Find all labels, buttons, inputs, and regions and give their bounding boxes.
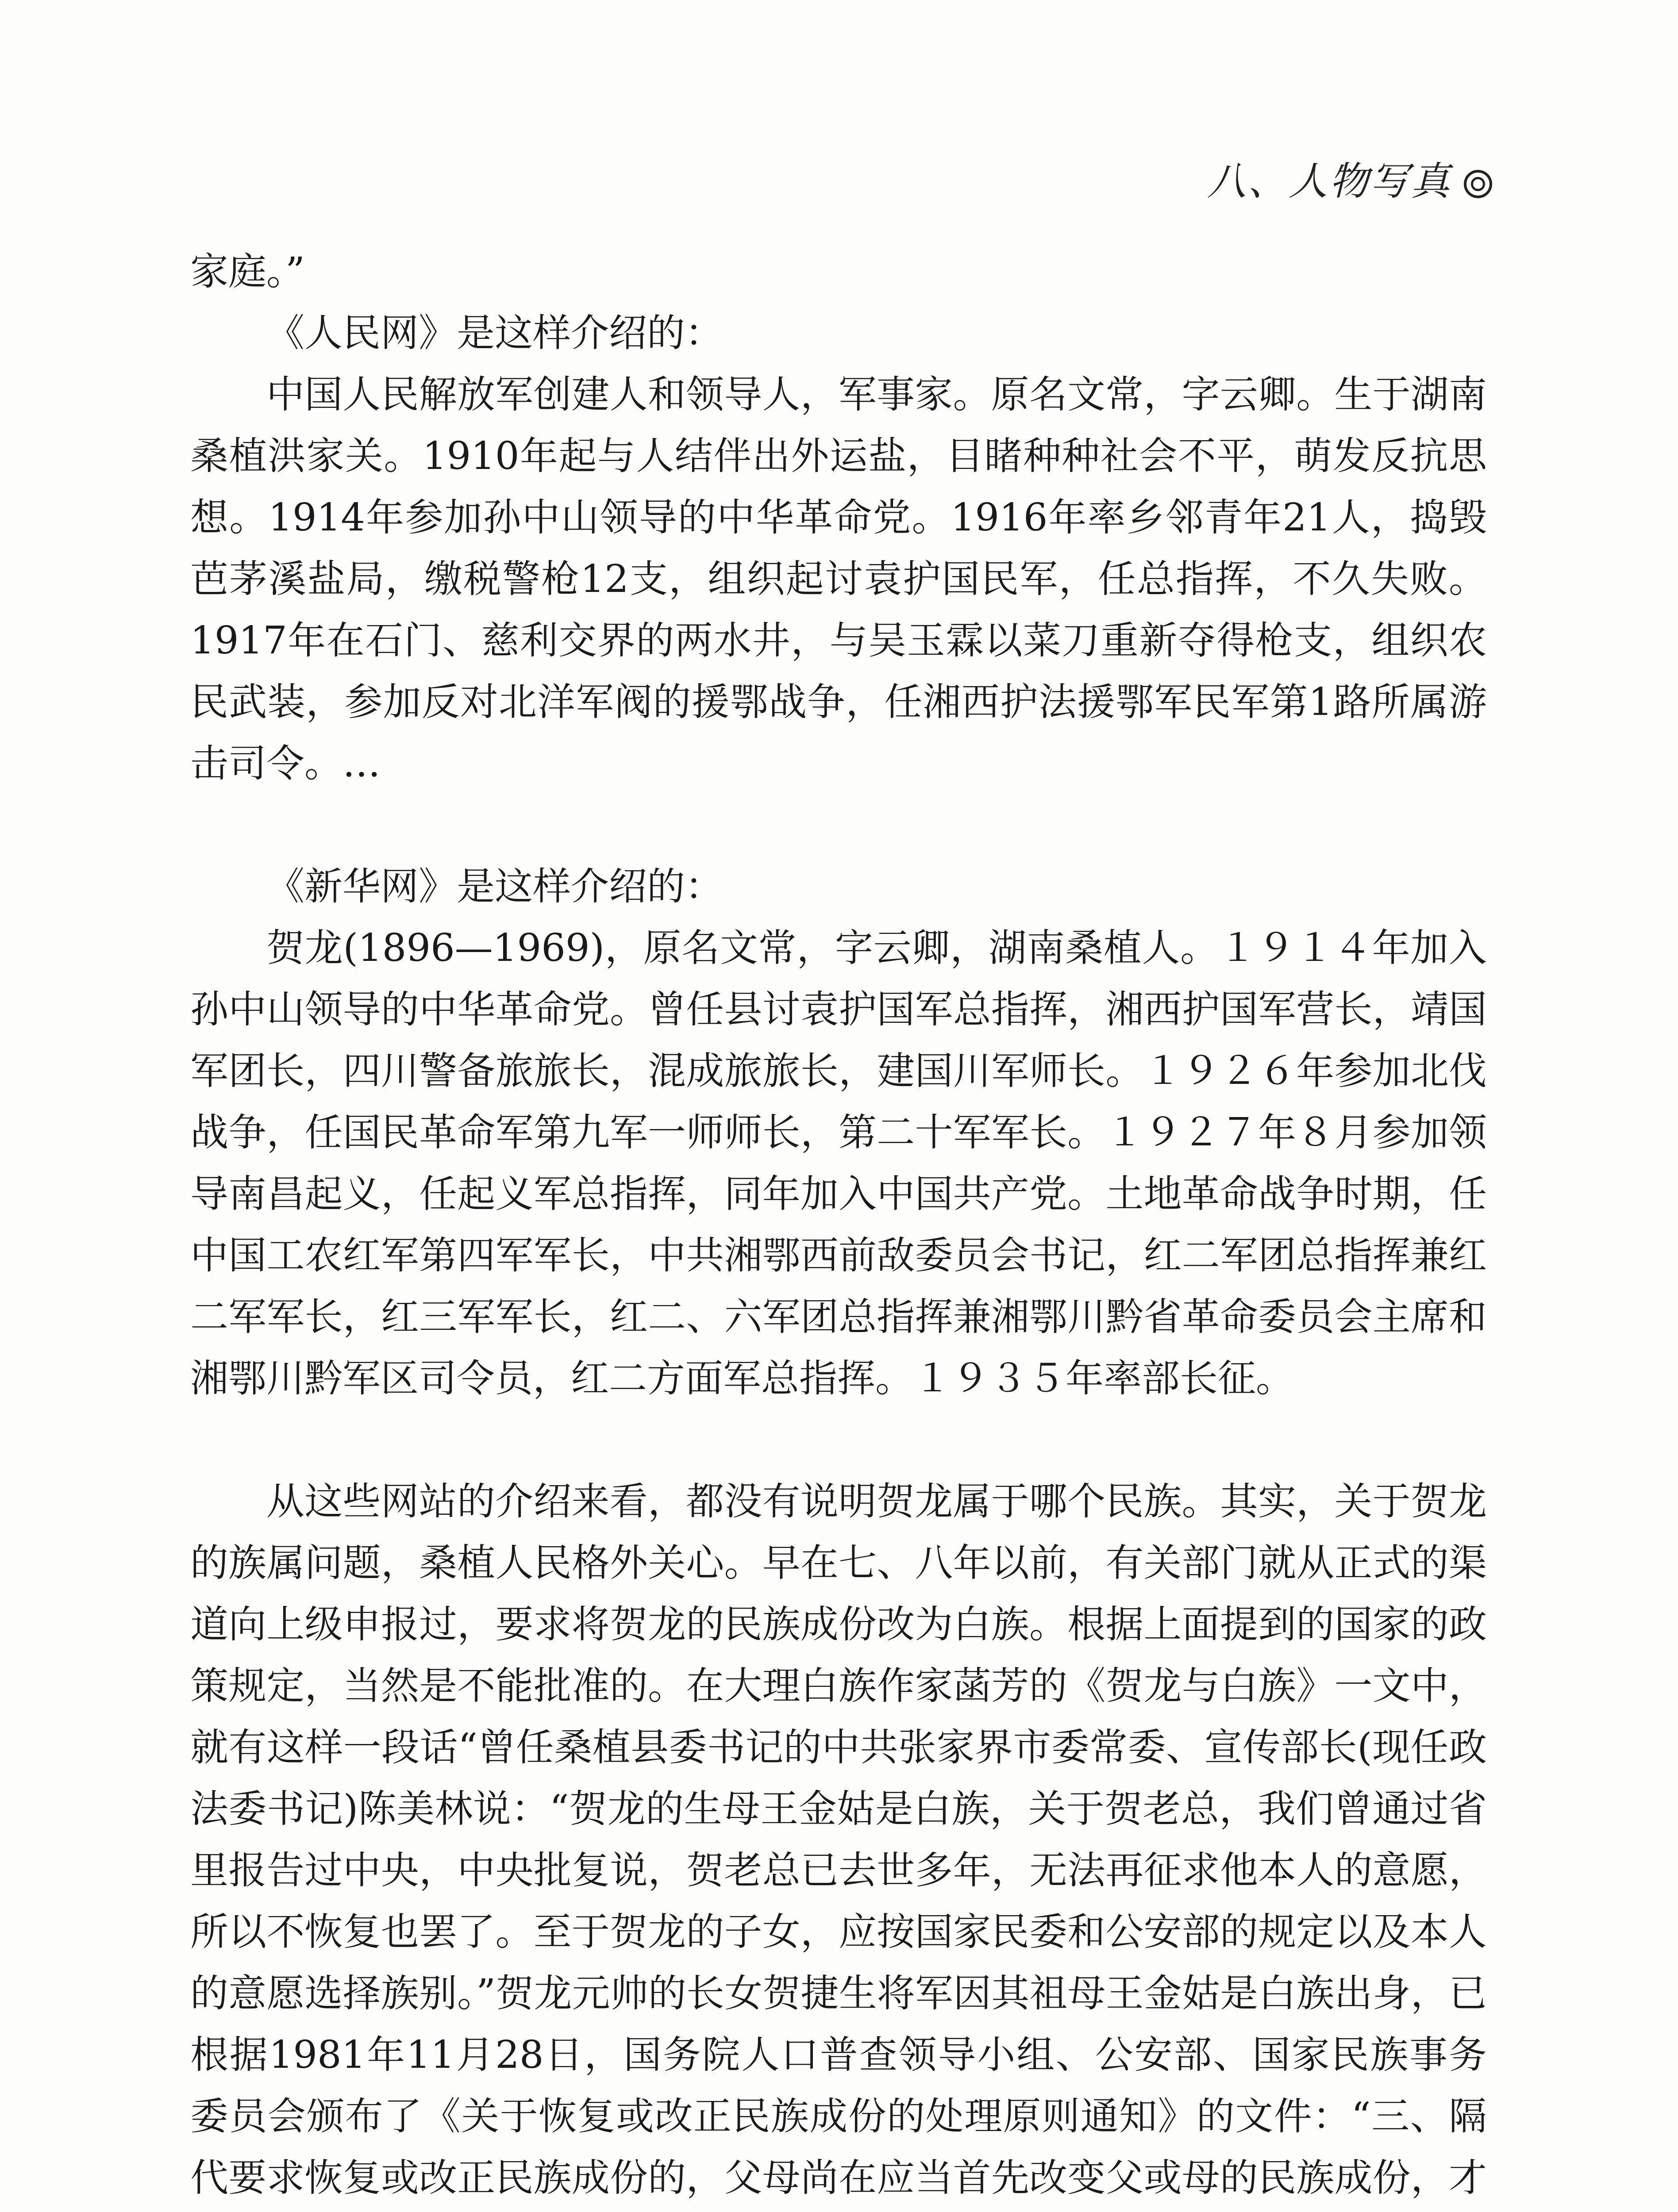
paragraph-discussion: 从这些网站的介绍来看，都没有说明贺龙属于哪个民族。其实，关于贺龙的族属问题，桑植人民格外关心。早在七、八年以前，有关部门就从正式的渠道向上级申报过，要求将贺龙的民族成份改为白族。根据上面提到的国家的政策规定，当然是不能批准的。在大理白族作家菡芳的《贺龙与白族》一文中，就有这样一段话“曾任桑植县委书记的中共张家界市委常委、宣传部长(现任政法委书记)陈美林说：“贺龙的生母王金姑是白族，关于贺老总，我们曾通过省里报告过中央，中央批复说，贺老总已去世多年，无法再征求他本人的意愿，所以不恢复也罢了。至于贺龙的子女，应按国家民委和公安部的规定以及本人的意愿选择族别。”贺龙元帅的长女贺捷生将军因其祖母王金姑是白族出身，已根据1981年11月28日，国务院人口普查领导小组、公安部、国家民族事务委员会颁布了《关于恢复或改正民族成份的处理原则通知》的文件：“三、隔代要求恢复或改正民族成份的，父母尚在应当首先改变父或母的民族成份，才: [190, 1479, 1487, 2200]
section-title: 八、人物写真: [1207, 158, 1451, 204]
paragraph-renminwang-quote: 中国人民解放军创建人和领导人，军事家。原名文常，字云卿。生于湖南桑植洪家关。1910年起与人结伴出外运盐，目睹种种社会不平，萌发反抗思想。1914年参加孙中山领导的中华革命党。1916年率乡邻青年21人，捣毁芭茅溪盐局，缴税警枪12支，组织起讨袁护国民军，任总指挥，不久失败。1917年在石门、慈利交界的两水井，与吴玉霖以菜刀重新夺得枪支，组织农民武装，参加反对北洋军阀的援鄂战争，任湘西护法援鄂军民军第1路所属游击司令。…: [190, 373, 1487, 786]
running-header: [1207, 150, 1492, 206]
paragraph-renminwang-intro: 《人民网》是这样介绍的：: [266, 311, 723, 355]
body-text: [190, 241, 1487, 2212]
paragraph-xinhuawang-intro: 《新华网》是这样介绍的：: [266, 864, 723, 909]
paragraph-spacer: [190, 1409, 1487, 1471]
paragraph-spacer: [190, 795, 1487, 856]
double-circle-icon: [1464, 170, 1492, 198]
paragraph-xinhuawang-quote: 贺龙(1896—1969)，原名文常，字云卿，湖南桑植人。１９１４年加入孙中山领导的中华革命党。曾任县讨袁护国军总指挥，湘西护国军营长，靖国军团长，四川警备旅旅长，混成旅旅长，建国川军师长。１９２６年参加北伐战争，任国民革命军第九军一师师长，第二十军军长。１９２７年８月参加领导南昌起义，任起义军总指挥，同年加入中国共产党。土地革命战争时期，任中国工农红军第四军军长，中共湘鄂西前敌委员会书记，红二军团总指挥兼红二军军长，红三军军长，红二、六军团总指挥兼湘鄂川黔省革命委员会主席和湘鄂川黔军区司令员，红二方面军总指挥。１９３５年率部长征。: [190, 926, 1487, 1401]
paragraph-continuation: 家庭。”: [190, 250, 305, 294]
